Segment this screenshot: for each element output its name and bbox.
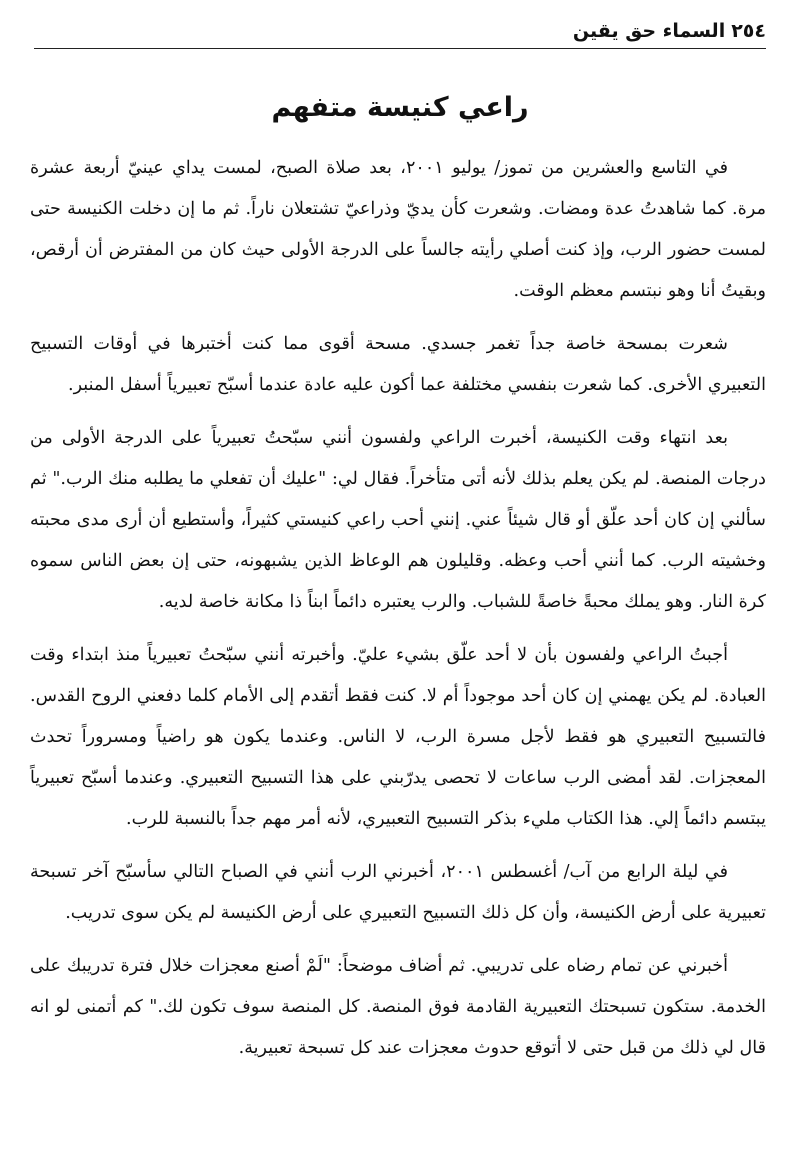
paragraph: في التاسع والعشرين من تموز/ يوليو ٢٠٠١، بعد صلاة الصبح، لمست يداي عينيّ أربعة عشرة مرة. كما شاهدتُ عدة ومضات. وشعرت كأن يديّ وذراعيّ تشتعلان ناراً. ثم ما إن دخلت الكنيسة حتى لمست حضور الرب، وإذ كنت أصلي رأيته جالساً على الدرجة الأولى حيث كان من المفترض أن أرقص، وبقيتُ أنا وهو نبتسم معظم الوقت. <box>30 158 766 301</box>
paragraph: أخبرني عن تمام رضاه على تدريبي. ثم أضاف موضحاً: "لَمْ أصنع معجزات خلال فترة تدريبك على الخدمة. ستكون تسبحتك التعبيرية القادمة فوق المنصة. كل المنصة سوف تكون لك." كم أتمنى لو انه قال لي ذلك من قبل حتى لا أتوقع حدوث معجزات عند كل تسبحة تعبيرية. <box>30 956 766 1058</box>
paragraph: بعد انتهاء وقت الكنيسة، أخبرت الراعي ولفسون أنني سبّحتُ تعبيرياً على الدرجة الأولى من درجات المنصة. لم يكن يعلم بذلك لأنه أتى متأخراً. فقال لي: "عليك أن تفعلي ما يطلبه منك الرب." ثم سألني إن كان أحد علّق أو قال شيئاً عني. إنني أحب راعي كنيستي كثيراً، وأستطيع أن أرى مدى محبته وخشيته الرب. كما أنني أحب وعظه. وقليلون هم الوعاظ الذين يشبهونه، حتى إن بعض الناس سموه كرة النار. وهو يملك محبةً خاصةً للشباب. والرب يعتبره دائماً ابناً ذا مكانة خاصة لديه. <box>30 428 766 612</box>
book-title: السماء حق يقين <box>572 20 726 42</box>
paragraph: أجبتُ الراعي ولفسون بأن لا أحد علّق بشيء عليّ. وأخبرته أنني سبّحتُ تعبيرياً منذ ابتداء وقت العبادة. لم يكن يهمني إن كان أحد موجوداً أم لا. كنت فقط أتقدم إلى الأمام كلما دفعني الروح القدس. فالتسبيح التعبيري هو فقط لأجل مسرة الرب، لا الناس. وعندما يكون هو راضياً ومسروراً تحدث المعجزات. لقد أمضى الرب ساعات لا تحصى يدرّبني على هذا التسبيح التعبيري. وعندما أسبّح تعبيرياً يبتسم دائماً إلي. هذا الكتاب مليء بذكر التسبيح التعبيري، لأنه أمر مهم جداً بالنسبة للرب. <box>30 645 766 829</box>
page-number: ٢٥٤ <box>731 20 766 42</box>
paragraph: في ليلة الرابع من آب/ أغسطس ٢٠٠١، أخبرني الرب أنني في الصباح التالي سأسبّح آخر تسبحة تعبيرية على أرض الكنيسة، وأن كل ذلك التسبيح التعبيري على أرض الكنيسة لم يكن سوى تدريب. <box>30 862 766 923</box>
body-text <box>30 148 766 1081</box>
paragraph: شعرت بمسحة خاصة جداً تغمر جسدي. مسحة أقوى مما كنت أختبرها في أوقات التسبيح التعبيري الأخرى. كما شعرت بنفسي مختلفة عما أكون عليه عادة عندما أسبّح تعبيرياً أسفل المنبر. <box>30 334 766 395</box>
running-header <box>34 14 766 49</box>
chapter-title: راعي كنيسة متفهم <box>271 92 529 123</box>
